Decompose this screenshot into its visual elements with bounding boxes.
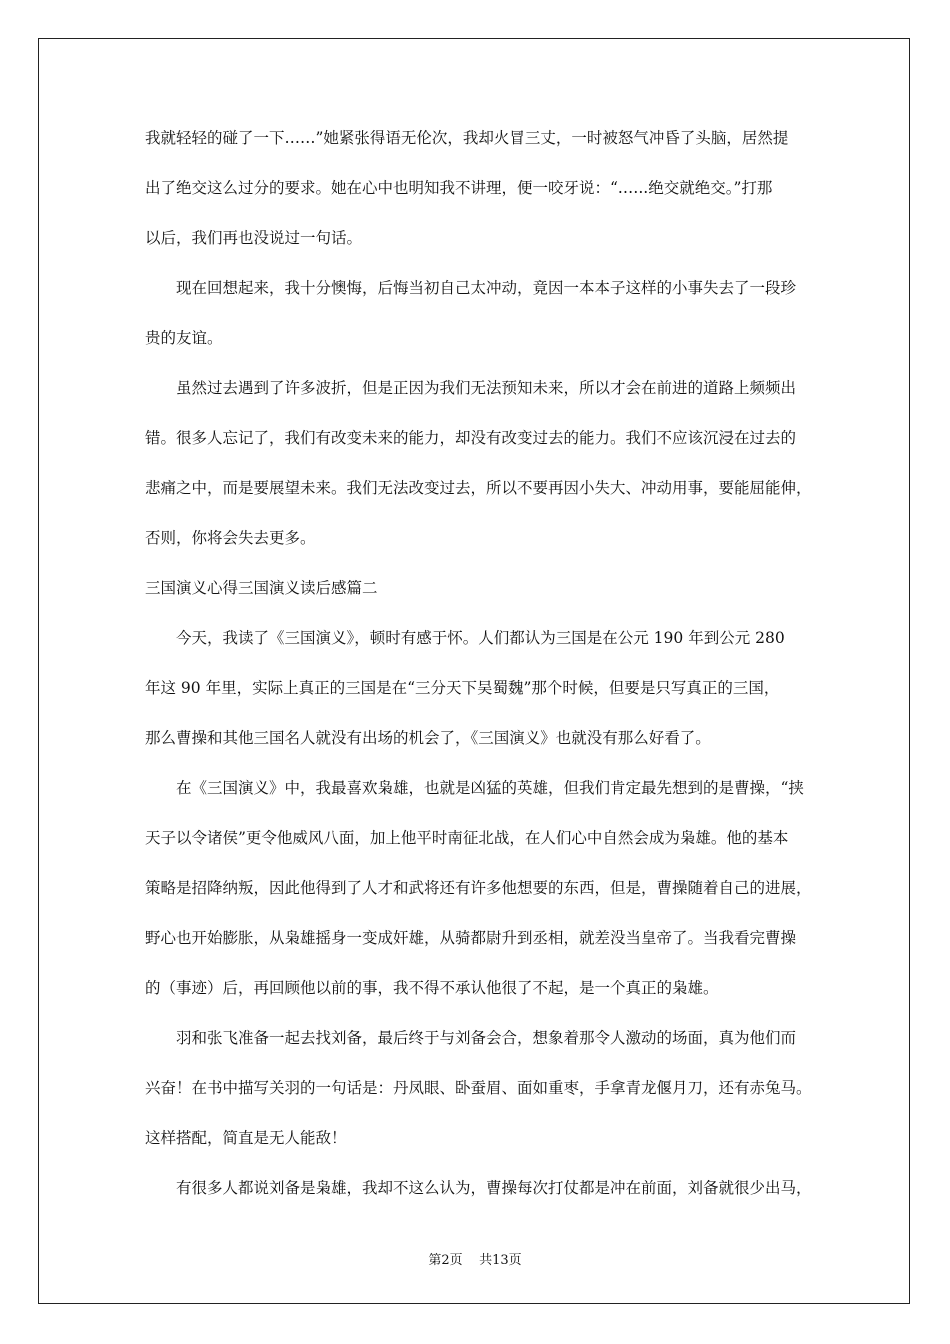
text-line: 在《三国演义》中，我最喜欢枭雄，也就是凶猛的英雄，但我们肯定最先想到的是曹操，“挟 [145,779,804,797]
page-total: 共13页 [479,1253,522,1268]
text-line: 这样搭配，简直是无人能敌！ [145,1129,347,1147]
section-heading: 三国演义心得三国演义读后感篇二 [145,579,378,597]
text-line: 有很多人都说刘备是枭雄，我却不这么认为，曹操每次打仗都是冲在前面，刘备就很少出马， [145,1179,812,1197]
text-line: 我就轻轻的碰了一下……”她紧张得语无伦次，我却火冒三丈，一时被怒气冲昏了头脑，居然提 [145,129,789,147]
text-line: 那么曹操和其他三国名人就没有出场的机会了，《三国演义》也就没有那么好看了。 [145,729,711,747]
text-line: 否则，你将会失去更多。 [145,529,316,547]
text-line: 虽然过去遇到了许多波折，但是正因为我们无法预知未来，所以才会在前进的道路上频频出 [145,379,797,397]
text-line: 悲痛之中，而是要展望未来。我们无法改变过去，所以不要再因小失大、冲动用事，要能屈能伸， [145,479,812,497]
text-line: 出了绝交这么过分的要求。她在心中也明知我不讲理，便一咬牙说：“.…..绝交就绝交。”打那 [145,179,773,197]
text-line: 野心也开始膨胀，从枭雄摇身一变成奸雄，从骑都尉升到丞相，就差没当皇帝了。当我看完曹操 [145,929,797,947]
page-number: 第2页 [428,1253,463,1268]
text-line: 的（事迹）后，再回顾他以前的事，我不得不承认他很了不起，是一个真正的枭雄。 [145,979,719,997]
text-line: 策略是招降纳叛，因此他得到了人才和武将还有许多他想要的东西，但是，曹操随着自己的进展， [145,879,812,897]
text-line: 以后，我们再也没说过一句话。 [145,229,363,247]
text-line: 天子以令诸侯”更令他威风八面，加上他平时南征北战，在人们心中自然会成为枭雄。他的基本 [145,829,789,847]
text-line: 错。很多人忘记了，我们有改变未来的能力，却没有改变过去的能力。我们不应该沉浸在过去的 [145,429,797,447]
text-line: 现在回想起来，我十分懊悔，后悔当初自己太冲动，竟因一本本子这样的小事失去了一段珍 [145,279,797,297]
page-footer [0,1249,950,1268]
text-line: 贵的友谊。 [145,329,223,347]
text-line: 羽和张飞准备一起去找刘备，最后终于与刘备会合，想象着那令人激动的场面，真为他们而 [145,1029,797,1047]
text-line: 今天，我读了《三国演义》，顿时有感于怀。人们都认为三国是在公元 190 年到公元 280 [145,629,785,647]
text-line: 兴奋！在书中描写关羽的一句话是：丹凤眼、卧蚕眉、面如重枣，手拿青龙偃月刀，还有赤兔马。 [145,1079,812,1097]
text-line: 年这 90 年里，实际上真正的三国是在“三分天下吴蜀魏”那个时候，但要是只写真正的三国， [145,679,780,697]
